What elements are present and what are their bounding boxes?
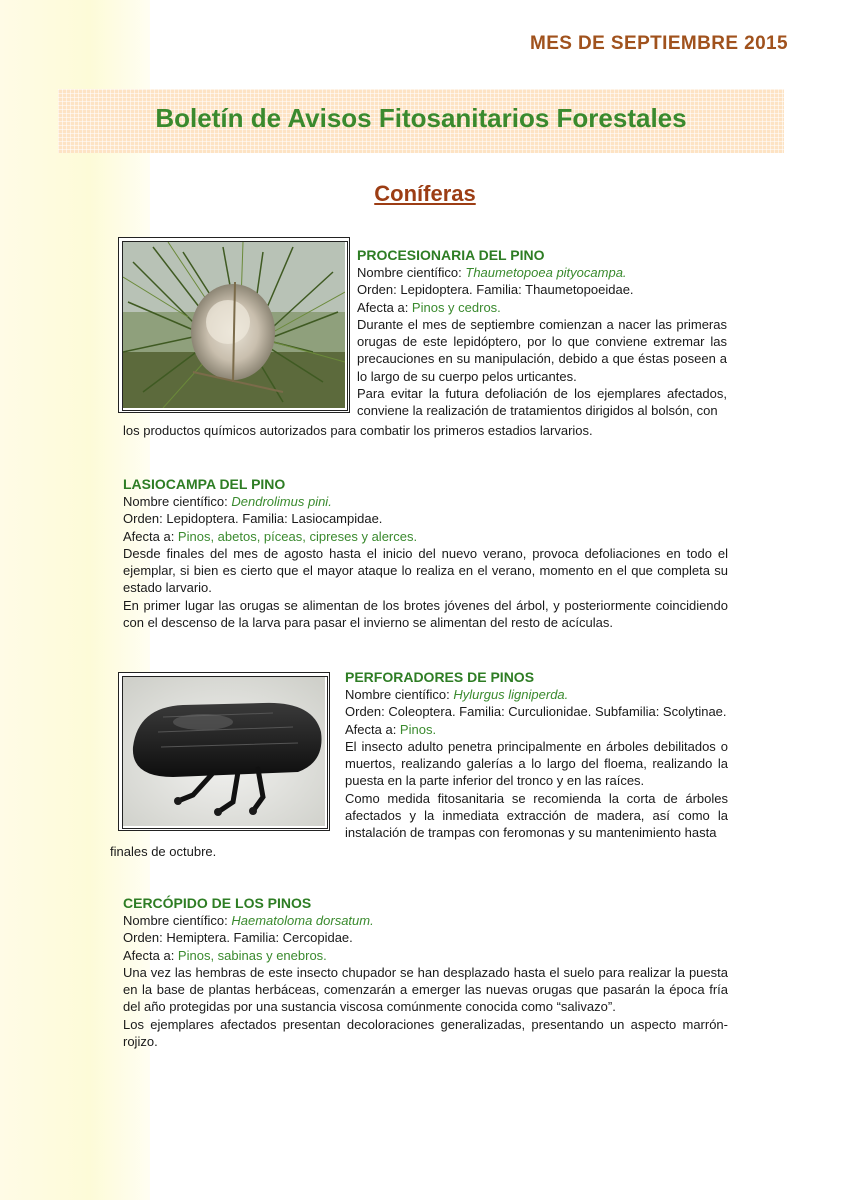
affects-line: Afecta a: Pinos, abetos, píceas, cipreses y alerces. [123,528,418,544]
description-paragraph: Para evitar la futura defoliación de los ejemplares afectados, conviene la realización de tratamientos dirigidos al bolsón, con [357,386,727,419]
affects-line: Afecta a: Pinos y cedros. [357,299,501,315]
beetle-image [123,677,325,826]
taxonomy-line: Orden: Hemiptera. Familia: Cercopidae. [123,930,353,946]
affects-line: Afecta a: Pinos. [345,721,437,737]
scientific-name-line: Nombre científico: Dendrolimus pini. [123,494,332,509]
pest-bark-beetle [345,668,728,842]
bulletin-title: Boletín de Avisos Fitosanitarios Forestales [155,103,687,133]
scientific-name-line: Nombre científico: Haematoloma dorsatum. [123,913,374,928]
pest-lasiocampa [123,475,728,631]
description-paragraph: Desde finales del mes de agosto hasta el inicio del nuevo verano, provoca defoliaciones en todo el ejemplar, si bien es cierto que el mayor ataque lo realiza en el verano, momento en el que completa su estado larvario. [123,545,728,596]
section-heading-text: Coníferas [374,181,476,206]
taxonomy-line: Orden: Coleoptera. Familia: Curculionidae. Subfamilia: Scolytinae. [345,704,727,720]
description-paragraph-continued: los productos químicos autorizados para combatir los primeros estadios larvarios. [123,423,593,438]
pest-name: CERCÓPIDO DE LOS PINOS [123,895,312,911]
description-paragraph: Como medida fitosanitaria se recomienda la corta de árboles afectados y la inmediata extracción de madera, así como la instalación de trampas con feromonas y su mantenimiento hasta [345,790,728,841]
pest-name: PERFORADORES DE PINOS [345,669,535,685]
affected-hosts: Pinos y cedros. [411,299,501,315]
scientific-name: Thaumetopoea pityocampa. [465,265,627,280]
pest-cercopid [123,894,728,1050]
description-paragraph-continued: finales de octubre. [110,844,217,859]
description-paragraph: Durante el mes de septiembre comienzan a nacer las primeras orugas de este lepidóptero, por lo que conviene extremar las precauciones en su manipulación, debido a que éstas poseen a lo largo de su cuerpo pelos urticantes. [357,316,727,384]
scientific-name-line: Nombre científico: Hylurgus ligniperda. [345,687,569,702]
description-paragraph: Una vez las hembras de este insecto chupador se han desplazado hasta el suelo para realizar la puesta en la base de plantas herbáceas, comenzarán a emerger las nuevas orugas que pasarán la época fría del año protegidas por una sustancia viscosa comúnmente conocida como “salivazo”. [123,964,728,1015]
taxonomy-line: Orden: Lepidoptera. Familia: Lasiocampidae. [123,511,383,527]
pest-name: PROCESIONARIA DEL PINO [357,247,545,263]
affected-hosts: Pinos, sabinas y enebros. [177,947,327,963]
processionary-nest-photo [118,237,350,413]
pine-nest-image [123,242,345,408]
scientific-name: Hylurgus ligniperda. [453,687,569,702]
scientific-name: Dendrolimus pini. [231,494,332,509]
affects-line: Afecta a: Pinos, sabinas y enebros. [123,947,327,963]
taxonomy-line: Orden: Lepidoptera. Familia: Thaumetopoeidae. [357,282,634,298]
section-heading [0,181,850,207]
description-paragraph: Los ejemplares afectados presentan decoloraciones generalizadas, presentando un aspecto marrón-rojizo. [123,1016,728,1050]
scientific-name: Haematoloma dorsatum. [231,913,374,928]
affected-hosts: Pinos. [399,721,437,737]
scientific-name-line: Nombre científico: Thaumetopoea pityocampa. [357,265,627,280]
bark-beetle-photo [118,672,330,831]
pest-processionary [357,246,727,420]
description-paragraph: El insecto adulto penetra principalmente en árboles debilitados o muertos, realizando galerías a lo largo del floema, realizando la puesta en la parte inferior del tronco y en las raíces. [345,738,728,789]
affected-hosts: Pinos, abetos, píceas, cipreses y alerces. [177,528,418,544]
bulletin-date: MES DE SEPTIEMBRE 2015 [530,33,788,54]
pest-name: LASIOCAMPA DEL PINO [123,476,286,492]
description-paragraph: En primer lugar las orugas se alimentan de los brotes jóvenes del árbol, y posteriormente coincidiendo con el descenso de la larva para pasar el invierno se alimentan del resto de acículas. [123,597,728,631]
